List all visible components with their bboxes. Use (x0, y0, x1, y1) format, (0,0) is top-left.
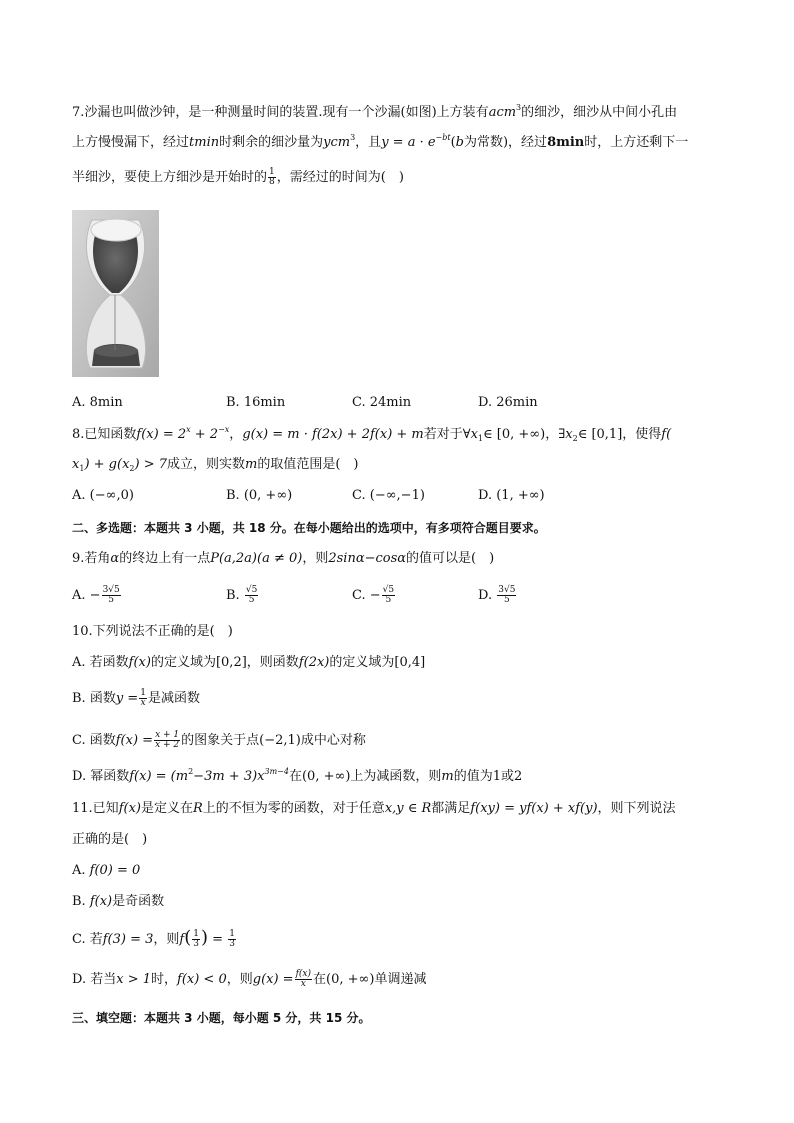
q11-option-d[interactable]: D. 若当x > 1时，f(x) < 0，则g(x) = $\frac{f(x)}{x}$ 在(0, +∞)单调递减 (72, 969, 427, 989)
q8-option-c[interactable]: C. (−∞,−1) (352, 488, 425, 503)
section-2-heading: 二、多选题：本题共 3 小题，共 18 分。在每小题给出的选项中，有多项符合题目要求。 (72, 521, 546, 535)
q11-option-c[interactable]: C. 若f(3) = 3，则f( $\frac{1}{3}$ ) = $\frac{1}{3}$ (72, 927, 235, 949)
q7-line-2: 上方慢慢漏下，经过tmin时剩余的细沙量为ycm$^3$，且$y = a \cdot e^{-bt}(b$为常数)，经过8min时，上方还剩下一 (72, 133, 689, 150)
hourglass-image (72, 210, 159, 377)
section-3-heading: 三、填空题：本题共 3 小题，每小题 5 分，共 15 分。 (72, 1011, 371, 1025)
q10-option-b[interactable]: B. 函数y = $\frac{1}{x}$ 是减函数 (72, 688, 200, 708)
q10-option-a[interactable]: A. 若函数f(x)的定义域为[0,2]，则函数f(2x)的定义域为[0,4] (72, 655, 426, 670)
fraction: $\frac{1}{8}$ (269, 167, 275, 187)
q11-option-b[interactable]: B. f(x)是奇函数 (72, 894, 165, 909)
q7-option-b[interactable]: B. 16min (226, 395, 286, 410)
q7-option-d[interactable]: D. 26min (478, 395, 538, 410)
q8-line-1: 8.已知函数$f(x) = 2^x + 2^{-x}$，g(x) = m · f(2x) + 2f(x) + m若对于$\forall x_1\in$ [0, +∞)，$\exists x_2\in$ [0,1]，使得f( (72, 425, 672, 443)
q11-option-a[interactable]: A. f(0) = 0 (72, 863, 141, 878)
q10-option-d[interactable]: D. 幂函数$f(x) = (m^2-3m + 3)x^{3m-4}$在(0, +∞)上为减函数，则m的值为1或2 (72, 767, 523, 784)
q7-line-1: 7.沙漏也叫做沙钟，是一种测量时间的装置.现有一个沙漏(如图)上方装有acm$^3$的细沙，细沙从中间小孔由 (72, 103, 678, 120)
q9-stem: 9.若角α的终边上有一点P(a,2a)(a ≠ 0)，则2sinα−cosα的值可以是( ) (72, 551, 495, 566)
q9-option-a[interactable]: A. − $\frac{3√5}{5}$ (72, 585, 120, 605)
q7-option-a[interactable]: A. 8min (72, 395, 123, 410)
q9-option-c[interactable]: C. − $\frac{√5}{5}$ (352, 585, 395, 605)
q11-stem-line-1: 11.已知f(x)是定义在R上的不恒为零的函数，对于任意x,y ∈ R都满足f(xy) = yf(x) + xf(y)，则下列说法 (72, 801, 676, 816)
q7-line-3: 半细沙，要使上方细沙是开始时的 $\frac{1}{8}$ ，需经过的时间为( ) (72, 167, 404, 187)
q9-option-b[interactable]: B. $\frac{√5}{5}$ (226, 585, 258, 605)
q10-option-c[interactable]: C. 函数f(x) = $\frac{x + 1}{x + 2}$ 的图象关于点(−2,1)成中心对称 (72, 730, 366, 750)
q11-stem-line-2: 正确的是( ) (72, 832, 148, 847)
q7-option-c[interactable]: C. 24min (352, 395, 412, 410)
q9-option-d[interactable]: D. $\frac{3√5}{5}$ (478, 585, 516, 605)
q8-option-d[interactable]: D. (1, +∞) (478, 488, 545, 503)
q10-stem: 10.下列说法不正确的是( ) (72, 624, 233, 639)
q8-option-a[interactable]: A. (−∞,0) (72, 488, 134, 503)
q8-line-2: $x_1) + g(x_2) > 7$成立，则实数m的取值范围是( ) (72, 457, 359, 473)
q8-option-b[interactable]: B. (0, +∞) (226, 488, 293, 503)
